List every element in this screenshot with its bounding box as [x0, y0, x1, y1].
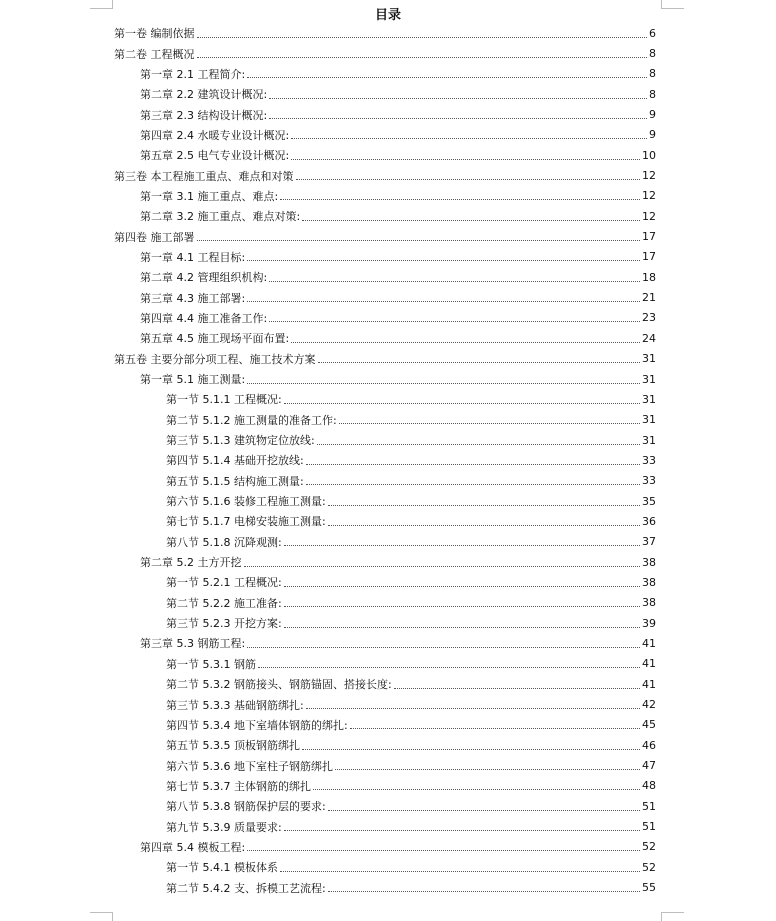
toc-dot-leader: [269, 321, 640, 322]
toc-entry[interactable]: [114, 694, 656, 714]
toc-entry-page-number: 52: [642, 860, 656, 874]
toc-entry[interactable]: [114, 287, 656, 307]
toc-entry-page-number: 9: [649, 108, 656, 122]
toc-entry[interactable]: [114, 186, 656, 206]
toc-entry[interactable]: [114, 23, 656, 43]
toc-list: [114, 23, 656, 898]
toc-entry-page-number: 8: [649, 87, 656, 101]
toc-dot-leader: [284, 627, 640, 628]
toc-dot-leader: [247, 301, 640, 302]
toc-entry[interactable]: [114, 674, 656, 694]
toc-entry[interactable]: [114, 877, 656, 897]
toc-entry[interactable]: [114, 43, 656, 63]
toc-entry[interactable]: [114, 593, 656, 613]
toc-entry-page-number: 42: [642, 698, 656, 712]
toc-entry-page-number: 31: [642, 413, 656, 427]
toc-entry-page-number: 38: [642, 596, 656, 610]
toc-entry[interactable]: [114, 552, 656, 572]
toc-entry[interactable]: [114, 613, 656, 633]
toc-entry-page-number: 9: [649, 128, 656, 142]
toc-entry[interactable]: [114, 532, 656, 552]
toc-entry[interactable]: [114, 816, 656, 836]
page-corner-mark: [661, 912, 684, 921]
toc-dot-leader: [394, 688, 640, 689]
toc-entry-label: 第四章 5.4 模板工程:: [140, 840, 246, 854]
toc-entry[interactable]: [114, 226, 656, 246]
toc-entry-page-number: 24: [642, 331, 656, 345]
toc-dot-leader: [284, 403, 640, 404]
toc-entry-page-number: 38: [642, 575, 656, 589]
toc-entry-page-number: 46: [642, 738, 656, 752]
toc-entry-page-number: 37: [642, 535, 656, 549]
toc-entry-page-number: 45: [642, 718, 656, 732]
toc-dot-leader: [328, 810, 640, 811]
toc-entry-page-number: 41: [642, 657, 656, 671]
toc-entry[interactable]: [114, 165, 656, 185]
toc-entry-label: 第四章 4.4 施工准备工作:: [140, 311, 268, 325]
toc-entry[interactable]: [114, 64, 656, 84]
toc-dot-leader: [269, 118, 647, 119]
toc-entry-page-number: 38: [642, 555, 656, 569]
toc-dot-leader: [284, 545, 640, 546]
toc-entry-page-number: 12: [642, 189, 656, 203]
toc-entry-label: 第五卷 主要分部分项工程、施工技术方案: [114, 352, 316, 366]
toc-entry[interactable]: [114, 857, 656, 877]
toc-entry-label: 第六节 5.1.6 装修工程施工测量:: [166, 495, 326, 509]
toc-entry[interactable]: [114, 267, 656, 287]
toc-entry-label: 第二节 5.2.2 施工准备:: [166, 596, 282, 610]
toc-entry[interactable]: [114, 471, 656, 491]
toc-dot-leader: [350, 728, 640, 729]
toc-entry-page-number: 12: [642, 209, 656, 223]
toc-dot-leader: [247, 383, 640, 384]
toc-entry-label: 第四卷 施工部署: [114, 230, 195, 244]
toc-entry-page-number: 33: [642, 453, 656, 467]
toc-entry-label: 第一节 5.1.1 工程概况:: [166, 393, 282, 407]
toc-dot-leader: [197, 240, 641, 241]
toc-entry-label: 第一节 5.3.1 钢筋: [166, 657, 256, 671]
toc-entry-page-number: 31: [642, 372, 656, 386]
toc-entry-label: 第四节 5.1.4 基础开挖放线:: [166, 454, 304, 468]
toc-entry-label: 第二卷 工程概况: [114, 47, 195, 61]
toc-dot-leader: [339, 423, 640, 424]
toc-entry[interactable]: [114, 308, 656, 328]
toc-entry-page-number: 51: [642, 799, 656, 813]
toc-entry-label: 第一章 5.1 施工测量:: [140, 373, 246, 387]
toc-entry-label: 第五章 2.5 电气专业设计概况:: [140, 149, 290, 163]
toc-dot-leader: [269, 281, 640, 282]
toc-entry-label: 第四章 2.4 水暖专业设计概况:: [140, 128, 290, 142]
toc-entry-page-number: 35: [642, 494, 656, 508]
toc-dot-leader: [306, 464, 640, 465]
toc-dot-leader: [247, 77, 647, 78]
toc-entry-label: 第二章 3.2 施工重点、难点对策:: [140, 210, 301, 224]
toc-entry-page-number: 21: [642, 291, 656, 305]
toc-entry[interactable]: [114, 633, 656, 653]
toc-entry-page-number: 55: [642, 881, 656, 895]
toc-entry-page-number: 10: [642, 148, 656, 162]
toc-dot-leader: [313, 789, 640, 790]
toc-entry[interactable]: [114, 755, 656, 775]
toc-entry-label: 第二节 5.4.2 支、拆模工艺流程:: [166, 881, 326, 895]
toc-dot-leader: [291, 342, 640, 343]
toc-dot-leader: [328, 525, 640, 526]
toc-entry-label: 第二章 5.2 土方开挖: [140, 556, 242, 570]
toc-entry[interactable]: [114, 328, 656, 348]
toc-dot-leader: [306, 484, 640, 485]
toc-entry-page-number: 12: [642, 169, 656, 183]
toc-entry-label: 第一章 2.1 工程简介:: [140, 67, 246, 81]
toc-entry-page-number: 23: [642, 311, 656, 325]
toc-entry-label: 第一章 3.1 施工重点、难点:: [140, 189, 279, 203]
toc-entry[interactable]: [114, 247, 656, 267]
toc-dot-leader: [335, 769, 640, 770]
toc-entry-label: 第三节 5.3.3 基础钢筋绑扎:: [166, 698, 304, 712]
toc-entry[interactable]: [114, 104, 656, 124]
toc-entry[interactable]: [114, 430, 656, 450]
toc-entry-page-number: 31: [642, 392, 656, 406]
toc-entry[interactable]: [114, 145, 656, 165]
toc-entry-label: 第七节 5.3.7 主体钢筋的绑扎: [166, 779, 311, 793]
toc-entry-page-number: 41: [642, 636, 656, 650]
toc-entry-label: 第二节 5.3.2 钢筋接头、钢筋锚固、搭接长度:: [166, 678, 392, 692]
toc-entry-label: 第一章 4.1 工程目标:: [140, 250, 246, 264]
toc-entry-label: 第五章 4.5 施工现场平面布置:: [140, 332, 290, 346]
toc-entry-label: 第九节 5.3.9 质量要求:: [166, 820, 282, 834]
toc-entry-label: 第八节 5.3.8 钢筋保护层的要求:: [166, 800, 326, 814]
toc-entry[interactable]: [114, 84, 656, 104]
toc-dot-leader: [328, 505, 640, 506]
toc-entry[interactable]: [114, 735, 656, 755]
toc-entry-label: 第三章 2.3 结构设计概况:: [140, 108, 268, 122]
toc-entry-page-number: 33: [642, 474, 656, 488]
toc-entry-label: 第三节 5.2.3 开挖方案:: [166, 617, 282, 631]
toc-dot-leader: [258, 667, 640, 668]
toc-entry-label: 第一卷 编制依据: [114, 27, 195, 41]
toc-dot-leader: [302, 749, 640, 750]
page-corner-mark: [90, 912, 113, 921]
toc-entry-label: 第三节 5.1.3 建筑物定位放线:: [166, 434, 315, 448]
toc-entry[interactable]: [114, 572, 656, 592]
toc-title: 目录: [374, 8, 401, 23]
toc-entry[interactable]: [114, 491, 656, 511]
toc-entry-page-number: 39: [642, 616, 656, 630]
toc-entry[interactable]: [114, 511, 656, 531]
toc-dot-leader: [291, 138, 647, 139]
toc-dot-leader: [197, 37, 648, 38]
toc-dot-leader: [269, 98, 647, 99]
toc-entry-page-number: 8: [649, 67, 656, 81]
toc-entry-label: 第三卷 本工程施工重点、难点和对策: [114, 169, 294, 183]
toc-entry-page-number: 18: [642, 270, 656, 284]
toc-entry-label: 第五节 5.3.5 顶板钢筋绑扎: [166, 739, 300, 753]
toc-entry-label: 第一节 5.4.1 模板体系: [166, 861, 278, 875]
toc-entry[interactable]: [114, 837, 656, 857]
toc-entry-label: 第五节 5.1.5 结构施工测量:: [166, 474, 304, 488]
toc-dot-leader: [317, 444, 640, 445]
toc-entry[interactable]: [114, 776, 656, 796]
toc-entry-label: 第一节 5.2.1 工程概况:: [166, 576, 282, 590]
toc-entry[interactable]: [114, 410, 656, 430]
toc-entry-label: 第八节 5.1.8 沉降观测:: [166, 535, 282, 549]
toc-dot-leader: [302, 220, 640, 221]
toc-entry-label: 第七节 5.1.7 电梯安装施工测量:: [166, 515, 326, 529]
toc-entry[interactable]: [114, 389, 656, 409]
toc-entry-label: 第二节 5.1.2 施工测量的准备工作:: [166, 413, 337, 427]
toc-entry-page-number: 41: [642, 677, 656, 691]
toc-entry[interactable]: [114, 796, 656, 816]
toc-entry-page-number: 36: [642, 514, 656, 528]
toc-entry-page-number: 51: [642, 820, 656, 834]
toc-entry-page-number: 17: [642, 230, 656, 244]
toc-entry-label: 第二章 2.2 建筑设计概况:: [140, 88, 268, 102]
toc-entry-page-number: 17: [642, 250, 656, 264]
toc-entry[interactable]: [114, 369, 656, 389]
toc-entry-page-number: 8: [649, 47, 656, 61]
toc-entry-page-number: 48: [642, 779, 656, 793]
toc-dot-leader: [280, 871, 640, 872]
toc-entry-page-number: 47: [642, 759, 656, 773]
toc-dot-leader: [247, 850, 640, 851]
toc-entry[interactable]: [114, 654, 656, 674]
toc-dot-leader: [284, 606, 640, 607]
toc-entry-page-number: 31: [642, 352, 656, 366]
toc-entry[interactable]: [114, 450, 656, 470]
toc-entry-page-number: 31: [642, 433, 656, 447]
toc-entry-label: 第六节 5.3.6 地下室柱子钢筋绑扎: [166, 759, 333, 773]
toc-entry-label: 第三章 4.3 施工部署:: [140, 291, 246, 305]
toc-dot-leader: [247, 260, 640, 261]
toc-entry[interactable]: [114, 715, 656, 735]
toc-entry-page-number: 6: [649, 26, 656, 40]
toc-dot-leader: [328, 891, 640, 892]
toc-entry[interactable]: [114, 206, 656, 226]
toc-entry[interactable]: [114, 349, 656, 369]
toc-entry[interactable]: [114, 125, 656, 145]
toc-dot-leader: [284, 586, 640, 587]
toc-dot-leader: [280, 199, 640, 200]
toc-dot-leader: [197, 57, 648, 58]
toc-entry-label: 第二章 4.2 管理组织机构:: [140, 271, 268, 285]
toc-dot-leader: [244, 566, 641, 567]
toc-dot-leader: [247, 647, 640, 648]
toc-entry-page-number: 52: [642, 840, 656, 854]
toc-dot-leader: [291, 159, 640, 160]
toc-dot-leader: [296, 179, 641, 180]
toc-dot-leader: [306, 708, 640, 709]
toc-entry-label: 第三章 5.3 钢筋工程:: [140, 637, 246, 651]
toc-entry-label: 第四节 5.3.4 地下室墙体钢筋的绑扎:: [166, 718, 348, 732]
toc-dot-leader: [284, 830, 640, 831]
toc-dot-leader: [318, 362, 641, 363]
